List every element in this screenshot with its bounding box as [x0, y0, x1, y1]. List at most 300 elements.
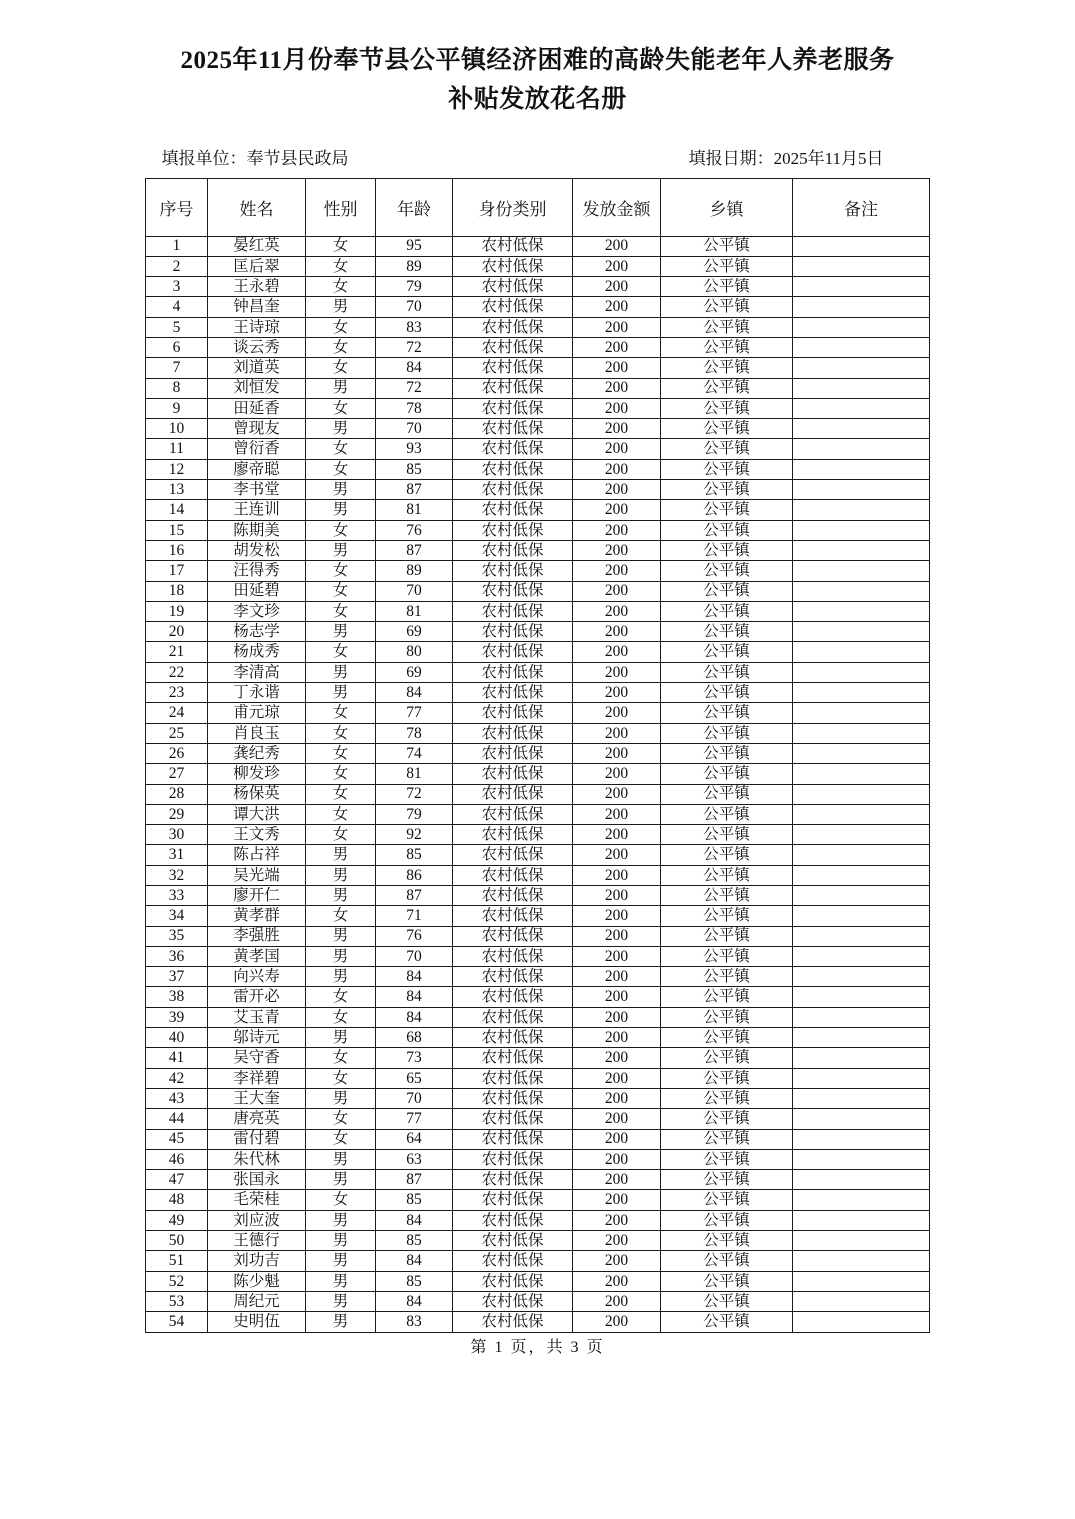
- cell-name: 陈少魁: [208, 1271, 306, 1291]
- cell-town: 公平镇: [661, 236, 793, 256]
- cell-category: 农村低保: [453, 723, 573, 743]
- table-header-col-town: 乡镇: [661, 178, 793, 236]
- table-row: [146, 459, 930, 479]
- table-row: [146, 337, 930, 357]
- cell-age: 76: [376, 926, 453, 946]
- table-row: [146, 419, 930, 439]
- cell-age: 69: [376, 622, 453, 642]
- cell-town: 公平镇: [661, 1231, 793, 1251]
- table-row: [146, 480, 930, 500]
- cell-town: 公平镇: [661, 277, 793, 297]
- cell-town: 公平镇: [661, 1048, 793, 1068]
- cell-town: 公平镇: [661, 1291, 793, 1311]
- cell-age: 85: [376, 1271, 453, 1291]
- cell-amount: 200: [573, 459, 661, 479]
- cell-amount: 200: [573, 865, 661, 885]
- cell-amount: 200: [573, 784, 661, 804]
- cell-town: 公平镇: [661, 480, 793, 500]
- cell-index: 38: [146, 987, 208, 1007]
- cell-category: 农村低保: [453, 1048, 573, 1068]
- cell-town: 公平镇: [661, 642, 793, 662]
- cell-town: 公平镇: [661, 1007, 793, 1027]
- cell-name: 廖帝聪: [208, 459, 306, 479]
- cell-remark: [793, 804, 930, 824]
- cell-remark: [793, 1007, 930, 1027]
- cell-remark: [793, 1048, 930, 1068]
- cell-category: 农村低保: [453, 1068, 573, 1088]
- cell-age: 84: [376, 987, 453, 1007]
- cell-gender: 女: [306, 439, 376, 459]
- cell-index: 41: [146, 1048, 208, 1068]
- cell-category: 农村低保: [453, 236, 573, 256]
- cell-index: 13: [146, 480, 208, 500]
- cell-gender: 男: [306, 378, 376, 398]
- cell-name: 唐亮英: [208, 1109, 306, 1129]
- cell-category: 农村低保: [453, 642, 573, 662]
- cell-index: 11: [146, 439, 208, 459]
- cell-town: 公平镇: [661, 378, 793, 398]
- cell-index: 16: [146, 540, 208, 560]
- cell-remark: [793, 1271, 930, 1291]
- cell-gender: 男: [306, 662, 376, 682]
- cell-index: 18: [146, 581, 208, 601]
- cell-town: 公平镇: [661, 500, 793, 520]
- cell-category: 农村低保: [453, 683, 573, 703]
- cell-name: 雷付碧: [208, 1129, 306, 1149]
- cell-amount: 200: [573, 946, 661, 966]
- cell-town: 公平镇: [661, 358, 793, 378]
- table-header-col-name: 姓名: [208, 178, 306, 236]
- cell-town: 公平镇: [661, 987, 793, 1007]
- cell-index: 42: [146, 1068, 208, 1088]
- cell-index: 3: [146, 277, 208, 297]
- cell-remark: [793, 1149, 930, 1169]
- table-row: [146, 784, 930, 804]
- cell-category: 农村低保: [453, 459, 573, 479]
- cell-index: 15: [146, 520, 208, 540]
- cell-index: 53: [146, 1291, 208, 1311]
- cell-gender: 女: [306, 906, 376, 926]
- cell-category: 农村低保: [453, 561, 573, 581]
- table-row: [146, 1088, 930, 1108]
- cell-index: 8: [146, 378, 208, 398]
- cell-index: 44: [146, 1109, 208, 1129]
- cell-town: 公平镇: [661, 459, 793, 479]
- cell-gender: 女: [306, 804, 376, 824]
- cell-age: 76: [376, 520, 453, 540]
- table-row: [146, 1048, 930, 1068]
- cell-amount: 200: [573, 439, 661, 459]
- cell-gender: 男: [306, 1312, 376, 1332]
- cell-gender: 男: [306, 946, 376, 966]
- cell-gender: 女: [306, 1068, 376, 1088]
- table-row: [146, 1190, 930, 1210]
- cell-name: 柳发珍: [208, 764, 306, 784]
- cell-remark: [793, 439, 930, 459]
- cell-amount: 200: [573, 297, 661, 317]
- cell-age: 92: [376, 825, 453, 845]
- cell-remark: [793, 1170, 930, 1190]
- cell-name: 匡后翠: [208, 256, 306, 276]
- cell-name: 王文秀: [208, 825, 306, 845]
- cell-amount: 200: [573, 1210, 661, 1230]
- table-row: [146, 926, 930, 946]
- cell-gender: 女: [306, 1190, 376, 1210]
- cell-category: 农村低保: [453, 946, 573, 966]
- cell-amount: 200: [573, 277, 661, 297]
- cell-name: 谭大洪: [208, 804, 306, 824]
- cell-age: 83: [376, 1312, 453, 1332]
- cell-index: 28: [146, 784, 208, 804]
- cell-remark: [793, 317, 930, 337]
- cell-town: 公平镇: [661, 622, 793, 642]
- cell-gender: 男: [306, 1149, 376, 1169]
- cell-name: 陈占祥: [208, 845, 306, 865]
- cell-category: 农村低保: [453, 358, 573, 378]
- cell-name: 张国永: [208, 1170, 306, 1190]
- cell-remark: [793, 622, 930, 642]
- table-row: [146, 1109, 930, 1129]
- cell-age: 70: [376, 419, 453, 439]
- cell-category: 农村低保: [453, 1007, 573, 1027]
- cell-remark: [793, 1129, 930, 1149]
- cell-remark: [793, 540, 930, 560]
- cell-name: 晏红英: [208, 236, 306, 256]
- cell-name: 田延香: [208, 398, 306, 418]
- cell-age: 72: [376, 378, 453, 398]
- cell-town: 公平镇: [661, 419, 793, 439]
- table-header-col-category: 身份类别: [453, 178, 573, 236]
- cell-amount: 200: [573, 1291, 661, 1311]
- cell-town: 公平镇: [661, 337, 793, 357]
- cell-remark: [793, 297, 930, 317]
- cell-age: 70: [376, 946, 453, 966]
- cell-remark: [793, 1231, 930, 1251]
- cell-gender: 女: [306, 642, 376, 662]
- cell-gender: 女: [306, 743, 376, 763]
- cell-index: 23: [146, 683, 208, 703]
- cell-amount: 200: [573, 480, 661, 500]
- cell-town: 公平镇: [661, 561, 793, 581]
- cell-amount: 200: [573, 642, 661, 662]
- cell-category: 农村低保: [453, 1251, 573, 1271]
- cell-amount: 200: [573, 520, 661, 540]
- cell-age: 89: [376, 256, 453, 276]
- cell-index: 26: [146, 743, 208, 763]
- cell-gender: 男: [306, 683, 376, 703]
- cell-age: 80: [376, 642, 453, 662]
- table-row: [146, 946, 930, 966]
- cell-town: 公平镇: [661, 967, 793, 987]
- cell-town: 公平镇: [661, 1088, 793, 1108]
- cell-age: 84: [376, 683, 453, 703]
- cell-age: 85: [376, 459, 453, 479]
- table-header-col-age: 年龄: [376, 178, 453, 236]
- cell-age: 89: [376, 561, 453, 581]
- cell-category: 农村低保: [453, 601, 573, 621]
- cell-name: 王永碧: [208, 277, 306, 297]
- table-row: [146, 358, 930, 378]
- cell-gender: 女: [306, 358, 376, 378]
- cell-index: 35: [146, 926, 208, 946]
- cell-amount: 200: [573, 601, 661, 621]
- cell-town: 公平镇: [661, 1129, 793, 1149]
- cell-name: 李文珍: [208, 601, 306, 621]
- cell-name: 钟昌奎: [208, 297, 306, 317]
- cell-category: 农村低保: [453, 1170, 573, 1190]
- cell-category: 农村低保: [453, 277, 573, 297]
- cell-age: 78: [376, 723, 453, 743]
- cell-amount: 200: [573, 1028, 661, 1048]
- cell-index: 54: [146, 1312, 208, 1332]
- cell-town: 公平镇: [661, 1028, 793, 1048]
- reporting-unit-label: 填报单位：奉节县民政局: [161, 148, 349, 168]
- cell-town: 公平镇: [661, 1149, 793, 1169]
- subsidy-roster-table: [145, 178, 930, 1333]
- cell-category: 农村低保: [453, 317, 573, 337]
- cell-gender: 女: [306, 987, 376, 1007]
- cell-gender: 男: [306, 967, 376, 987]
- cell-index: 9: [146, 398, 208, 418]
- cell-age: 84: [376, 1291, 453, 1311]
- cell-category: 农村低保: [453, 1088, 573, 1108]
- cell-gender: 男: [306, 419, 376, 439]
- cell-category: 农村低保: [453, 439, 573, 459]
- table-row: [146, 1028, 930, 1048]
- cell-age: 65: [376, 1068, 453, 1088]
- table-row: [146, 622, 930, 642]
- cell-gender: 男: [306, 1231, 376, 1251]
- table-row: [146, 886, 930, 906]
- cell-gender: 男: [306, 1291, 376, 1311]
- cell-town: 公平镇: [661, 723, 793, 743]
- cell-remark: [793, 662, 930, 682]
- cell-index: 2: [146, 256, 208, 276]
- report-info-row: [146, 144, 930, 169]
- table-row: [146, 520, 930, 540]
- cell-index: 4: [146, 297, 208, 317]
- cell-town: 公平镇: [661, 1251, 793, 1271]
- cell-category: 农村低保: [453, 256, 573, 276]
- cell-category: 农村低保: [453, 378, 573, 398]
- cell-town: 公平镇: [661, 581, 793, 601]
- cell-category: 农村低保: [453, 764, 573, 784]
- table-row: [146, 845, 930, 865]
- cell-category: 农村低保: [453, 845, 573, 865]
- cell-amount: 200: [573, 398, 661, 418]
- table-body: [146, 236, 930, 1332]
- cell-index: 43: [146, 1088, 208, 1108]
- cell-name: 田延碧: [208, 581, 306, 601]
- cell-gender: 男: [306, 865, 376, 885]
- cell-remark: [793, 865, 930, 885]
- cell-index: 33: [146, 886, 208, 906]
- cell-age: 81: [376, 500, 453, 520]
- cell-name: 刘应波: [208, 1210, 306, 1230]
- cell-amount: 200: [573, 683, 661, 703]
- cell-town: 公平镇: [661, 804, 793, 824]
- cell-remark: [793, 480, 930, 500]
- cell-town: 公平镇: [661, 703, 793, 723]
- cell-name: 肖良玉: [208, 723, 306, 743]
- table-row: [146, 297, 930, 317]
- cell-category: 农村低保: [453, 419, 573, 439]
- cell-age: 86: [376, 865, 453, 885]
- cell-remark: [793, 561, 930, 581]
- cell-index: 40: [146, 1028, 208, 1048]
- cell-remark: [793, 1190, 930, 1210]
- cell-age: 70: [376, 1088, 453, 1108]
- cell-town: 公平镇: [661, 1109, 793, 1129]
- cell-gender: 女: [306, 703, 376, 723]
- cell-index: 39: [146, 1007, 208, 1027]
- cell-name: 刘恒发: [208, 378, 306, 398]
- cell-gender: 女: [306, 764, 376, 784]
- cell-index: 19: [146, 601, 208, 621]
- cell-index: 46: [146, 1149, 208, 1169]
- cell-amount: 200: [573, 337, 661, 357]
- cell-remark: [793, 886, 930, 906]
- cell-remark: [793, 703, 930, 723]
- cell-remark: [793, 337, 930, 357]
- table-row: [146, 1129, 930, 1149]
- cell-index: 48: [146, 1190, 208, 1210]
- table-row: [146, 967, 930, 987]
- cell-town: 公平镇: [661, 906, 793, 926]
- cell-category: 农村低保: [453, 500, 573, 520]
- cell-gender: 女: [306, 1109, 376, 1129]
- cell-remark: [793, 1109, 930, 1129]
- cell-name: 李清高: [208, 662, 306, 682]
- cell-age: 68: [376, 1028, 453, 1048]
- cell-town: 公平镇: [661, 926, 793, 946]
- cell-name: 吴守香: [208, 1048, 306, 1068]
- cell-name: 王大奎: [208, 1088, 306, 1108]
- cell-gender: 女: [306, 398, 376, 418]
- cell-name: 李书堂: [208, 480, 306, 500]
- cell-remark: [793, 987, 930, 1007]
- table-row: [146, 743, 930, 763]
- cell-town: 公平镇: [661, 743, 793, 763]
- cell-amount: 200: [573, 886, 661, 906]
- cell-category: 农村低保: [453, 1028, 573, 1048]
- table-row: [146, 1271, 930, 1291]
- table-header-col-gender: 性别: [306, 178, 376, 236]
- cell-age: 78: [376, 398, 453, 418]
- cell-category: 农村低保: [453, 337, 573, 357]
- cell-town: 公平镇: [661, 764, 793, 784]
- cell-age: 85: [376, 1190, 453, 1210]
- cell-name: 曾衍香: [208, 439, 306, 459]
- cell-gender: 男: [306, 926, 376, 946]
- cell-category: 农村低保: [453, 906, 573, 926]
- cell-town: 公平镇: [661, 662, 793, 682]
- cell-category: 农村低保: [453, 622, 573, 642]
- cell-gender: 女: [306, 1007, 376, 1027]
- cell-gender: 女: [306, 520, 376, 540]
- cell-gender: 女: [306, 601, 376, 621]
- cell-category: 农村低保: [453, 1109, 573, 1129]
- cell-category: 农村低保: [453, 865, 573, 885]
- cell-age: 81: [376, 601, 453, 621]
- cell-town: 公平镇: [661, 1210, 793, 1230]
- cell-gender: 男: [306, 1170, 376, 1190]
- cell-age: 81: [376, 764, 453, 784]
- cell-gender: 女: [306, 1048, 376, 1068]
- cell-gender: 男: [306, 1028, 376, 1048]
- cell-category: 农村低保: [453, 886, 573, 906]
- cell-amount: 200: [573, 581, 661, 601]
- cell-index: 6: [146, 337, 208, 357]
- table-row: [146, 378, 930, 398]
- cell-age: 74: [376, 743, 453, 763]
- cell-remark: [793, 256, 930, 276]
- cell-gender: 男: [306, 622, 376, 642]
- table-row: [146, 906, 930, 926]
- cell-name: 廖开仁: [208, 886, 306, 906]
- cell-gender: 男: [306, 540, 376, 560]
- cell-name: 刘道英: [208, 358, 306, 378]
- cell-category: 农村低保: [453, 1291, 573, 1311]
- cell-remark: [793, 784, 930, 804]
- table-row: [146, 540, 930, 560]
- cell-index: 49: [146, 1210, 208, 1230]
- cell-remark: [793, 1028, 930, 1048]
- cell-age: 84: [376, 1007, 453, 1027]
- cell-gender: 女: [306, 1129, 376, 1149]
- cell-age: 87: [376, 540, 453, 560]
- cell-amount: 200: [573, 378, 661, 398]
- cell-gender: 男: [306, 297, 376, 317]
- cell-name: 甫元琼: [208, 703, 306, 723]
- cell-name: 李强胜: [208, 926, 306, 946]
- cell-gender: 女: [306, 236, 376, 256]
- cell-amount: 200: [573, 1109, 661, 1129]
- cell-gender: 男: [306, 1088, 376, 1108]
- table-row: [146, 1312, 930, 1332]
- page-title-line2: 补贴发放花名册: [448, 85, 627, 113]
- cell-amount: 200: [573, 419, 661, 439]
- table-row: [146, 1210, 930, 1230]
- table-row: [146, 723, 930, 743]
- cell-index: 45: [146, 1129, 208, 1149]
- cell-category: 农村低保: [453, 540, 573, 560]
- cell-remark: [793, 946, 930, 966]
- cell-remark: [793, 419, 930, 439]
- cell-age: 87: [376, 886, 453, 906]
- cell-name: 朱代林: [208, 1149, 306, 1169]
- cell-remark: [793, 683, 930, 703]
- table-row: [146, 662, 930, 682]
- cell-category: 农村低保: [453, 784, 573, 804]
- cell-category: 农村低保: [453, 1231, 573, 1251]
- cell-category: 农村低保: [453, 520, 573, 540]
- table-row: [146, 398, 930, 418]
- cell-age: 84: [376, 967, 453, 987]
- table-row: [146, 987, 930, 1007]
- cell-name: 吴光端: [208, 865, 306, 885]
- cell-name: 李祥碧: [208, 1068, 306, 1088]
- cell-name: 丁永谐: [208, 683, 306, 703]
- cell-name: 汪得秀: [208, 561, 306, 581]
- cell-index: 21: [146, 642, 208, 662]
- cell-category: 农村低保: [453, 825, 573, 845]
- cell-town: 公平镇: [661, 865, 793, 885]
- cell-category: 农村低保: [453, 967, 573, 987]
- cell-gender: 男: [306, 1251, 376, 1271]
- cell-age: 70: [376, 297, 453, 317]
- cell-remark: [793, 378, 930, 398]
